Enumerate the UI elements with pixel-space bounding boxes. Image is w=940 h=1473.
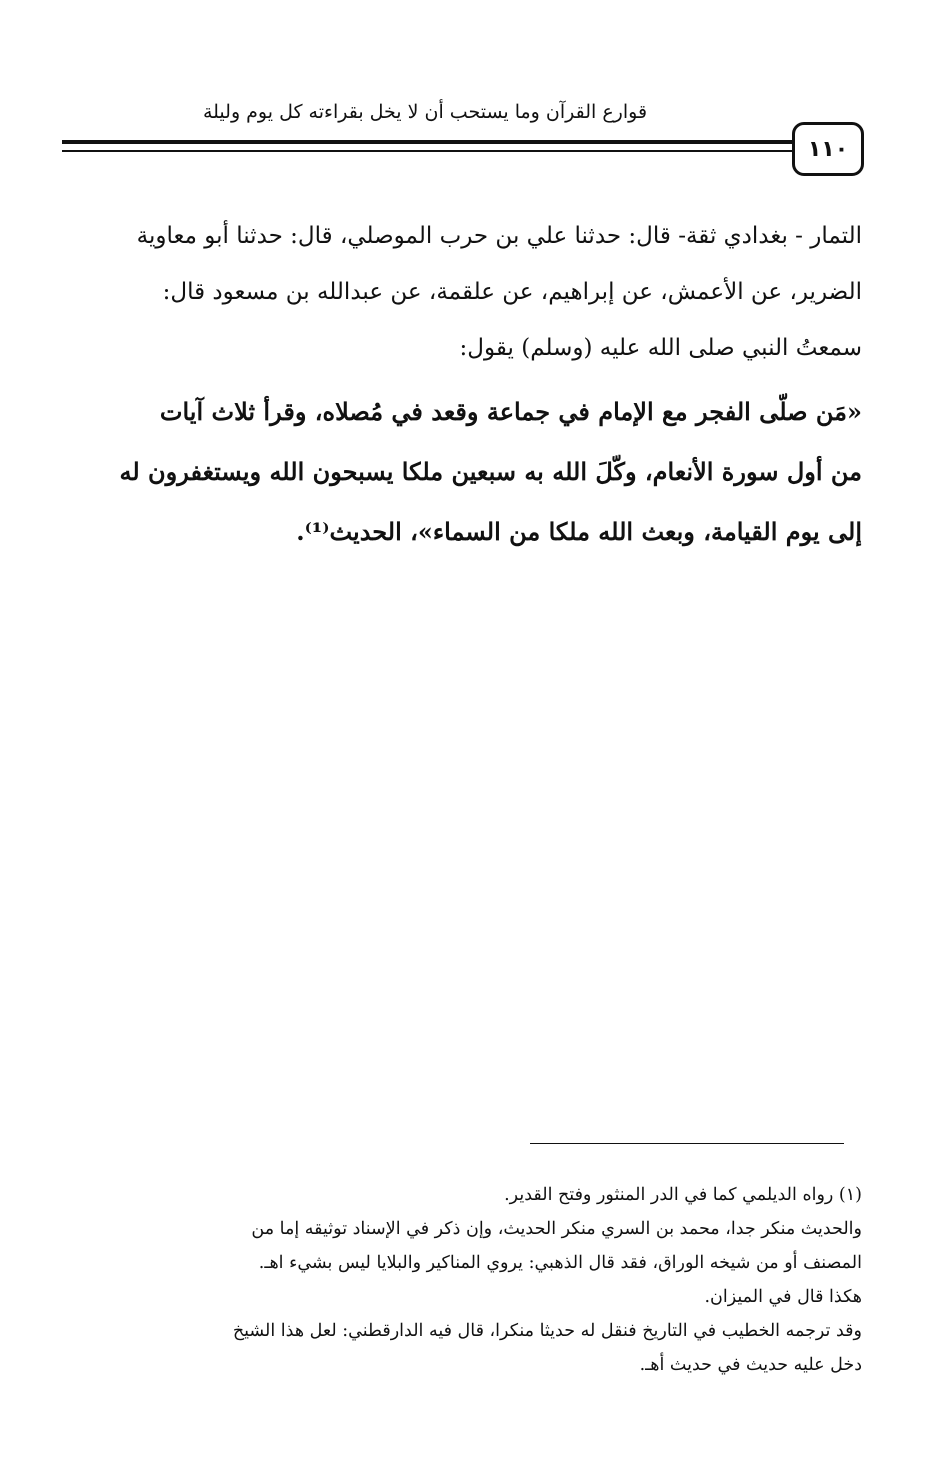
footnote-line: (١) رواه الديلمي كما في الدر المنثور وفتح القدير. (504, 1185, 862, 1205)
hadith-line: إلى يوم القيامة، وبعث الله ملكا من السماء»، الحديث⁽¹⁾. (296, 517, 862, 546)
page-number: ١١٠ (792, 122, 864, 176)
narration-line: سمعتُ النبي صلى الله عليه (وسلم) يقول: (459, 335, 862, 361)
narration-line: التمار - بغدادي ثقة- قال: حدثنا علي بن حرب الموصلي، قال: حدثنا أبو معاوية (136, 223, 862, 249)
footnote-line: دخل عليه حديث في حديث أهـ. (639, 1355, 862, 1375)
header-rule-thin (62, 150, 862, 152)
narration-paragraph (50, 208, 862, 376)
footnote-line: المصنف أو من شيخه الوراق، فقد قال الذهبي: يروي المناكير والبلايا ليس بشيء اهـ. (258, 1253, 862, 1273)
hadith-line: من أول سورة الأنعام، وكّلَ الله به سبعين ملكا يسبحون الله ويستغفرون له (119, 457, 862, 486)
hadith-text (50, 382, 862, 562)
footnote-separator (530, 1143, 844, 1144)
footnotes (40, 1178, 862, 1382)
header-rule (62, 140, 862, 144)
running-title: قوارع القرآن وما يستحب أن لا يخل بقراءته كل يوم وليلة (202, 101, 648, 123)
footnote-line: وقد ترجمه الخطيب في التاريخ فنقل له حديثا منكرا، قال فيه الدارقطني: لعل هذا الشيخ (232, 1321, 862, 1341)
footnote-line: والحديث منكر جدا، محمد بن السري منكر الحديث، وإن ذكر في الإسناد توثيقه إما من (251, 1219, 862, 1239)
footnote-line: هكذا قال في الميزان. (704, 1287, 862, 1307)
hadith-line: «مَن صلّى الفجر مع الإمام في جماعة وقعد في مُصلاه، وقرأ ثلاث آيات (159, 397, 862, 426)
narration-line: الضرير، عن الأعمش، عن إبراهيم، عن علقمة، عن عبدالله بن مسعود قال: (162, 279, 862, 305)
